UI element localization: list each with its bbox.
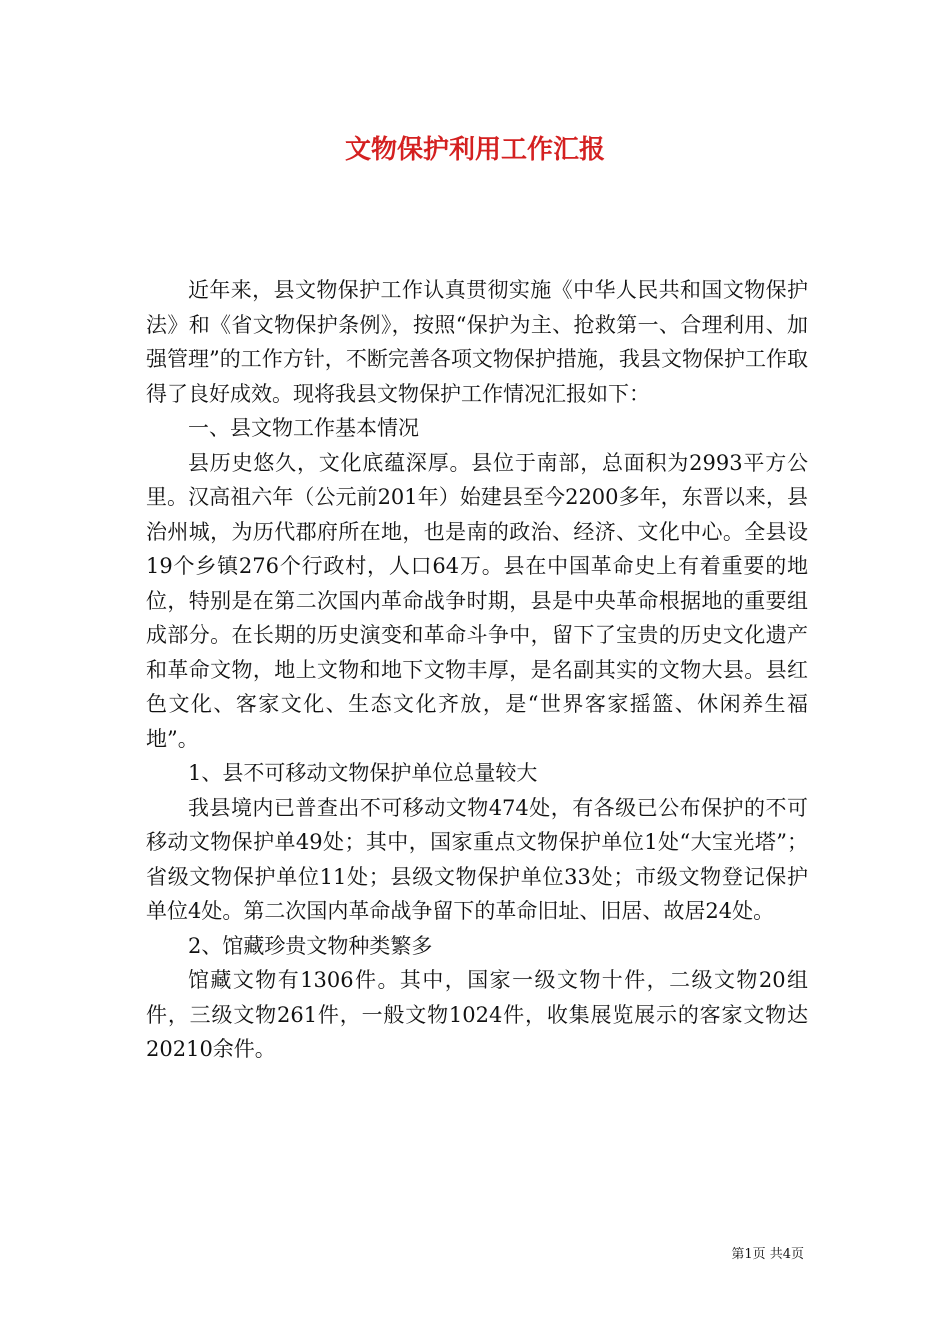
subsection-heading-immovable-relics: 1、县不可移动文物保护单位总量较大: [188, 761, 538, 785]
collection-paragraph: 馆藏文物有1306件。其中，国家一级文物十件，二级文物20组件，三级文物261件，一般文物1024件，收集展览展示的客家文物达20210余件。: [146, 968, 808, 1061]
history-paragraph: 县历史悠久，文化底蕴深厚。县位于南部，总面积为2993平方公里。汉高祖六年（公元前201年）始建县至今2200多年，东晋以来，县治州城，为历代郡府所在地，也是南的政治、经济、文化中心。全县设19个乡镇276个行政村，人口64万。县在中国革命史上有着重要的地位，特别是在第二次国内革命战争时期，县是中央革命根据地的重要组成部分。在长期的历史演变和革命斗争中，留下了宝贵的历史文化遗产和革命文物，地上文物和地下文物丰厚，是名副其实的文物大县。县红色文化、客家文化、生态文化齐放，是“世界客家摇篮、休闲养生福地”。: [146, 450, 808, 751]
section-heading-basic-situation: 一、县文物工作基本情况: [188, 416, 419, 440]
document-title: 文物保护利用工作汇报: [344, 135, 605, 165]
immovable-relics-paragraph: 我县境内已普查出不可移动文物474处，有各级已公布保护的不可移动文物保护单49处；其中，国家重点文物保护单位1处“大宝光塔”；省级文物保护单位11处；县级文物保护单位33处；市级文物登记保护单位4处。第二次国内革命战争留下的革命旧址、旧居、故居24处。: [146, 795, 808, 923]
intro-paragraph: 近年来，县文物保护工作认真贯彻实施《中华人民共和国文物保护法》和《省文物保护条例》，按照“保护为主、抢救第一、合理利用、加强管理”的工作方针，不断完善各项文物保护措施，我县文物保护工作取得了良好成效。现将我县文物保护工作情况汇报如下：: [146, 278, 808, 406]
document-body: [146, 273, 808, 1067]
subsection-heading-collection: 2、馆藏珍贵文物种类繁多: [188, 933, 433, 958]
page-number: 第1页 共4页: [731, 1247, 804, 1262]
